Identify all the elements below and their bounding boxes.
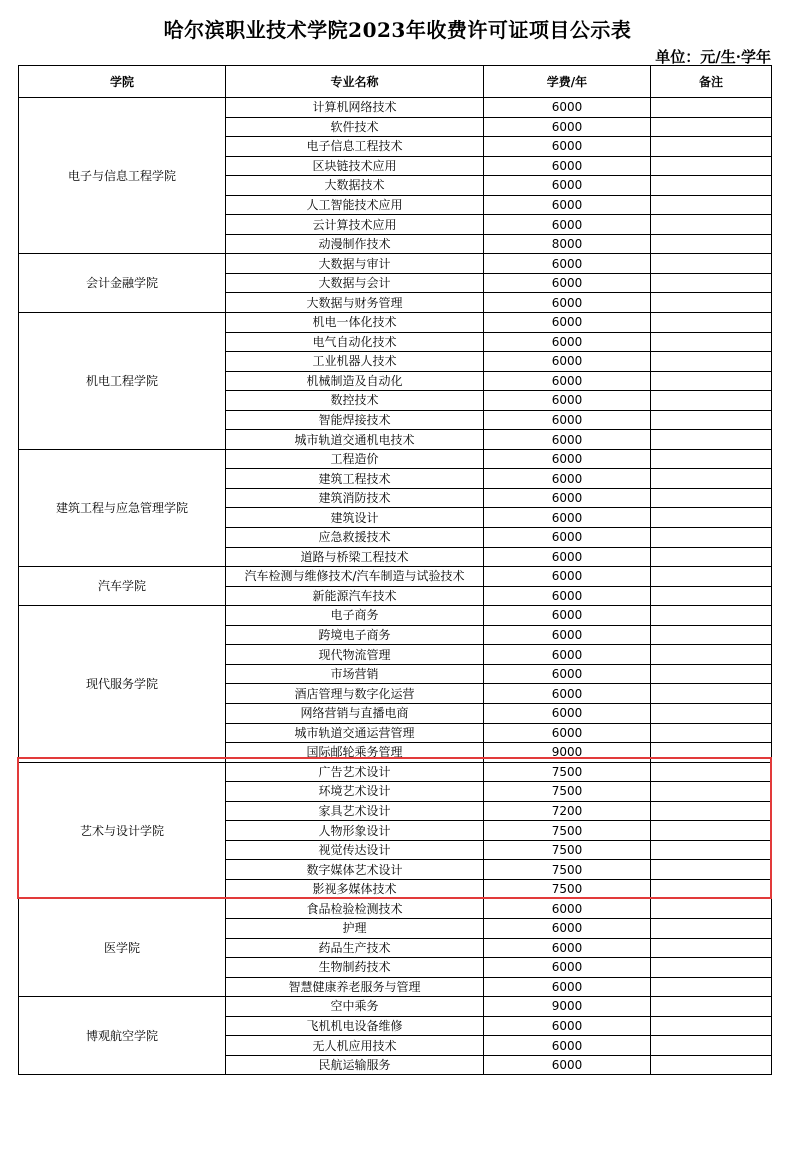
fee-cell: 6000	[484, 488, 651, 508]
major-cell: 建筑工程技术	[226, 469, 484, 489]
major-cell: 广告艺术设计	[226, 762, 484, 782]
table-body	[19, 98, 772, 1075]
major-cell: 大数据与会计	[226, 273, 484, 293]
fee-cell: 6000	[484, 1016, 651, 1036]
remark-cell	[651, 430, 772, 450]
major-cell: 市场营销	[226, 664, 484, 684]
fee-cell: 6000	[484, 430, 651, 450]
remark-cell	[651, 391, 772, 411]
fee-cell: 6000	[484, 410, 651, 430]
remark-cell	[651, 782, 772, 802]
major-cell: 民航运输服务	[226, 1055, 484, 1075]
fee-cell: 7500	[484, 762, 651, 782]
fee-cell: 6000	[484, 684, 651, 704]
remark-cell	[651, 977, 772, 997]
remark-cell	[651, 723, 772, 743]
remark-cell	[651, 645, 772, 665]
major-cell: 大数据与财务管理	[226, 293, 484, 313]
table-row	[19, 997, 772, 1017]
header-major: 专业名称	[226, 66, 484, 98]
table-row	[19, 98, 772, 118]
fee-cell: 6000	[484, 98, 651, 118]
fee-cell: 6000	[484, 606, 651, 626]
remark-cell	[651, 508, 772, 528]
remark-cell	[651, 684, 772, 704]
remark-cell	[651, 313, 772, 333]
remark-cell	[651, 958, 772, 978]
college-cell: 会计金融学院	[19, 254, 226, 313]
major-cell: 智能焊接技术	[226, 410, 484, 430]
remark-cell	[651, 918, 772, 938]
fee-cell: 9000	[484, 997, 651, 1017]
table-row	[19, 762, 772, 782]
major-cell: 药品生产技术	[226, 938, 484, 958]
unit-note: 单位：元/生·学年	[655, 48, 771, 66]
major-cell: 环境艺术设计	[226, 782, 484, 802]
fee-cell: 6000	[484, 313, 651, 333]
major-cell: 建筑设计	[226, 508, 484, 528]
college-cell: 医学院	[19, 899, 226, 997]
college-cell: 建筑工程与应急管理学院	[19, 449, 226, 566]
major-cell: 电子信息工程技术	[226, 137, 484, 157]
college-cell: 汽车学院	[19, 567, 226, 606]
page-title: 哈尔滨职业技术学院2023年收费许可证项目公示表	[163, 18, 632, 42]
major-cell: 道路与桥梁工程技术	[226, 547, 484, 567]
fee-cell: 6000	[484, 547, 651, 567]
remark-cell	[651, 840, 772, 860]
remark-cell	[651, 293, 772, 313]
remark-cell	[651, 117, 772, 137]
fee-cell: 6000	[484, 1055, 651, 1075]
fee-cell: 6000	[484, 625, 651, 645]
fee-cell: 6000	[484, 156, 651, 176]
header-fee: 学费/年	[484, 66, 651, 98]
fee-cell: 6000	[484, 1036, 651, 1056]
major-cell: 人工智能技术应用	[226, 195, 484, 215]
remark-cell	[651, 254, 772, 274]
major-cell: 智慧健康养老服务与管理	[226, 977, 484, 997]
major-cell: 工业机器人技术	[226, 352, 484, 372]
major-cell: 区块链技术应用	[226, 156, 484, 176]
major-cell: 电子商务	[226, 606, 484, 626]
header-college: 学院	[19, 66, 226, 98]
fee-cell: 6000	[484, 469, 651, 489]
fee-cell: 6000	[484, 293, 651, 313]
fee-cell: 7500	[484, 860, 651, 880]
remark-cell	[651, 1036, 772, 1056]
major-cell: 电气自动化技术	[226, 332, 484, 352]
major-cell: 工程造价	[226, 449, 484, 469]
major-cell: 现代物流管理	[226, 645, 484, 665]
major-cell: 影视多媒体技术	[226, 879, 484, 899]
fee-cell: 6000	[484, 176, 651, 196]
major-cell: 计算机网络技术	[226, 98, 484, 118]
fee-cell: 6000	[484, 567, 651, 587]
remark-cell	[651, 547, 772, 567]
major-cell: 家具艺术设计	[226, 801, 484, 821]
remark-cell	[651, 801, 772, 821]
remark-cell	[651, 98, 772, 118]
remark-cell	[651, 567, 772, 587]
fee-cell: 6000	[484, 117, 651, 137]
major-cell: 酒店管理与数字化运营	[226, 684, 484, 704]
major-cell: 数控技术	[226, 391, 484, 411]
major-cell: 动漫制作技术	[226, 234, 484, 254]
fee-cell: 6000	[484, 273, 651, 293]
remark-cell	[651, 352, 772, 372]
major-cell: 软件技术	[226, 117, 484, 137]
header-remark: 备注	[651, 66, 772, 98]
fee-cell: 6000	[484, 254, 651, 274]
college-cell: 艺术与设计学院	[19, 762, 226, 899]
major-cell: 机械制造及自动化	[226, 371, 484, 391]
major-cell: 城市轨道交通运营管理	[226, 723, 484, 743]
fee-cell: 6000	[484, 645, 651, 665]
remark-cell	[651, 997, 772, 1017]
major-cell: 护理	[226, 918, 484, 938]
fee-cell: 6000	[484, 977, 651, 997]
fee-cell: 6000	[484, 391, 651, 411]
major-cell: 网络营销与直播电商	[226, 703, 484, 723]
remark-cell	[651, 743, 772, 763]
table-row	[19, 254, 772, 274]
major-cell: 视觉传达设计	[226, 840, 484, 860]
fee-cell: 8000	[484, 234, 651, 254]
college-cell: 现代服务学院	[19, 606, 226, 762]
remark-cell	[651, 1055, 772, 1075]
fee-cell: 7500	[484, 840, 651, 860]
fee-cell: 6000	[484, 195, 651, 215]
fee-cell: 6000	[484, 215, 651, 235]
major-cell: 生物制药技术	[226, 958, 484, 978]
remark-cell	[651, 449, 772, 469]
fee-cell: 6000	[484, 332, 651, 352]
remark-cell	[651, 860, 772, 880]
fee-cell: 6000	[484, 586, 651, 606]
fee-cell: 6000	[484, 352, 651, 372]
major-cell: 汽车检测与维修技术/汽车制造与试验技术	[226, 567, 484, 587]
remark-cell	[651, 664, 772, 684]
fee-cell: 6000	[484, 703, 651, 723]
remark-cell	[651, 938, 772, 958]
fee-cell: 7200	[484, 801, 651, 821]
major-cell: 飞机机电设备维修	[226, 1016, 484, 1036]
fee-cell: 6000	[484, 371, 651, 391]
major-cell: 食品检验检测技术	[226, 899, 484, 919]
remark-cell	[651, 703, 772, 723]
major-cell: 跨境电子商务	[226, 625, 484, 645]
remark-cell	[651, 586, 772, 606]
major-cell: 国际邮轮乘务管理	[226, 743, 484, 763]
remark-cell	[651, 528, 772, 548]
major-cell: 数字媒体艺术设计	[226, 860, 484, 880]
college-cell: 电子与信息工程学院	[19, 98, 226, 254]
fee-cell: 7500	[484, 821, 651, 841]
major-cell: 大数据与审计	[226, 254, 484, 274]
major-cell: 人物形象设计	[226, 821, 484, 841]
fee-cell: 6000	[484, 899, 651, 919]
table-header-row	[19, 66, 772, 98]
fee-cell: 6000	[484, 449, 651, 469]
remark-cell	[651, 879, 772, 899]
remark-cell	[651, 273, 772, 293]
major-cell: 城市轨道交通机电技术	[226, 430, 484, 450]
fee-cell: 6000	[484, 528, 651, 548]
fee-cell: 7500	[484, 782, 651, 802]
major-cell: 应急救援技术	[226, 528, 484, 548]
remark-cell	[651, 156, 772, 176]
fee-cell: 9000	[484, 743, 651, 763]
fee-cell: 6000	[484, 938, 651, 958]
remark-cell	[651, 625, 772, 645]
remark-cell	[651, 469, 772, 489]
fee-cell: 6000	[484, 508, 651, 528]
remark-cell	[651, 215, 772, 235]
fee-cell: 6000	[484, 918, 651, 938]
major-cell: 机电一体化技术	[226, 313, 484, 333]
remark-cell	[651, 899, 772, 919]
remark-cell	[651, 1016, 772, 1036]
table-row	[19, 313, 772, 333]
fee-cell: 6000	[484, 137, 651, 157]
remark-cell	[651, 234, 772, 254]
major-cell: 云计算技术应用	[226, 215, 484, 235]
college-cell: 机电工程学院	[19, 313, 226, 450]
remark-cell	[651, 821, 772, 841]
fee-cell: 7500	[484, 879, 651, 899]
remark-cell	[651, 606, 772, 626]
remark-cell	[651, 488, 772, 508]
major-cell: 大数据技术	[226, 176, 484, 196]
remark-cell	[651, 137, 772, 157]
remark-cell	[651, 762, 772, 782]
fee-cell: 6000	[484, 664, 651, 684]
table-row	[19, 899, 772, 919]
fee-cell: 6000	[484, 723, 651, 743]
major-cell: 建筑消防技术	[226, 488, 484, 508]
major-cell: 新能源汽车技术	[226, 586, 484, 606]
remark-cell	[651, 371, 772, 391]
fee-cell: 6000	[484, 958, 651, 978]
remark-cell	[651, 410, 772, 430]
table-row	[19, 606, 772, 626]
remark-cell	[651, 195, 772, 215]
fee-table	[18, 65, 772, 1075]
major-cell: 无人机应用技术	[226, 1036, 484, 1056]
major-cell: 空中乘务	[226, 997, 484, 1017]
remark-cell	[651, 332, 772, 352]
remark-cell	[651, 176, 772, 196]
table-row	[19, 449, 772, 469]
table-row	[19, 567, 772, 587]
college-cell: 博观航空学院	[19, 997, 226, 1075]
